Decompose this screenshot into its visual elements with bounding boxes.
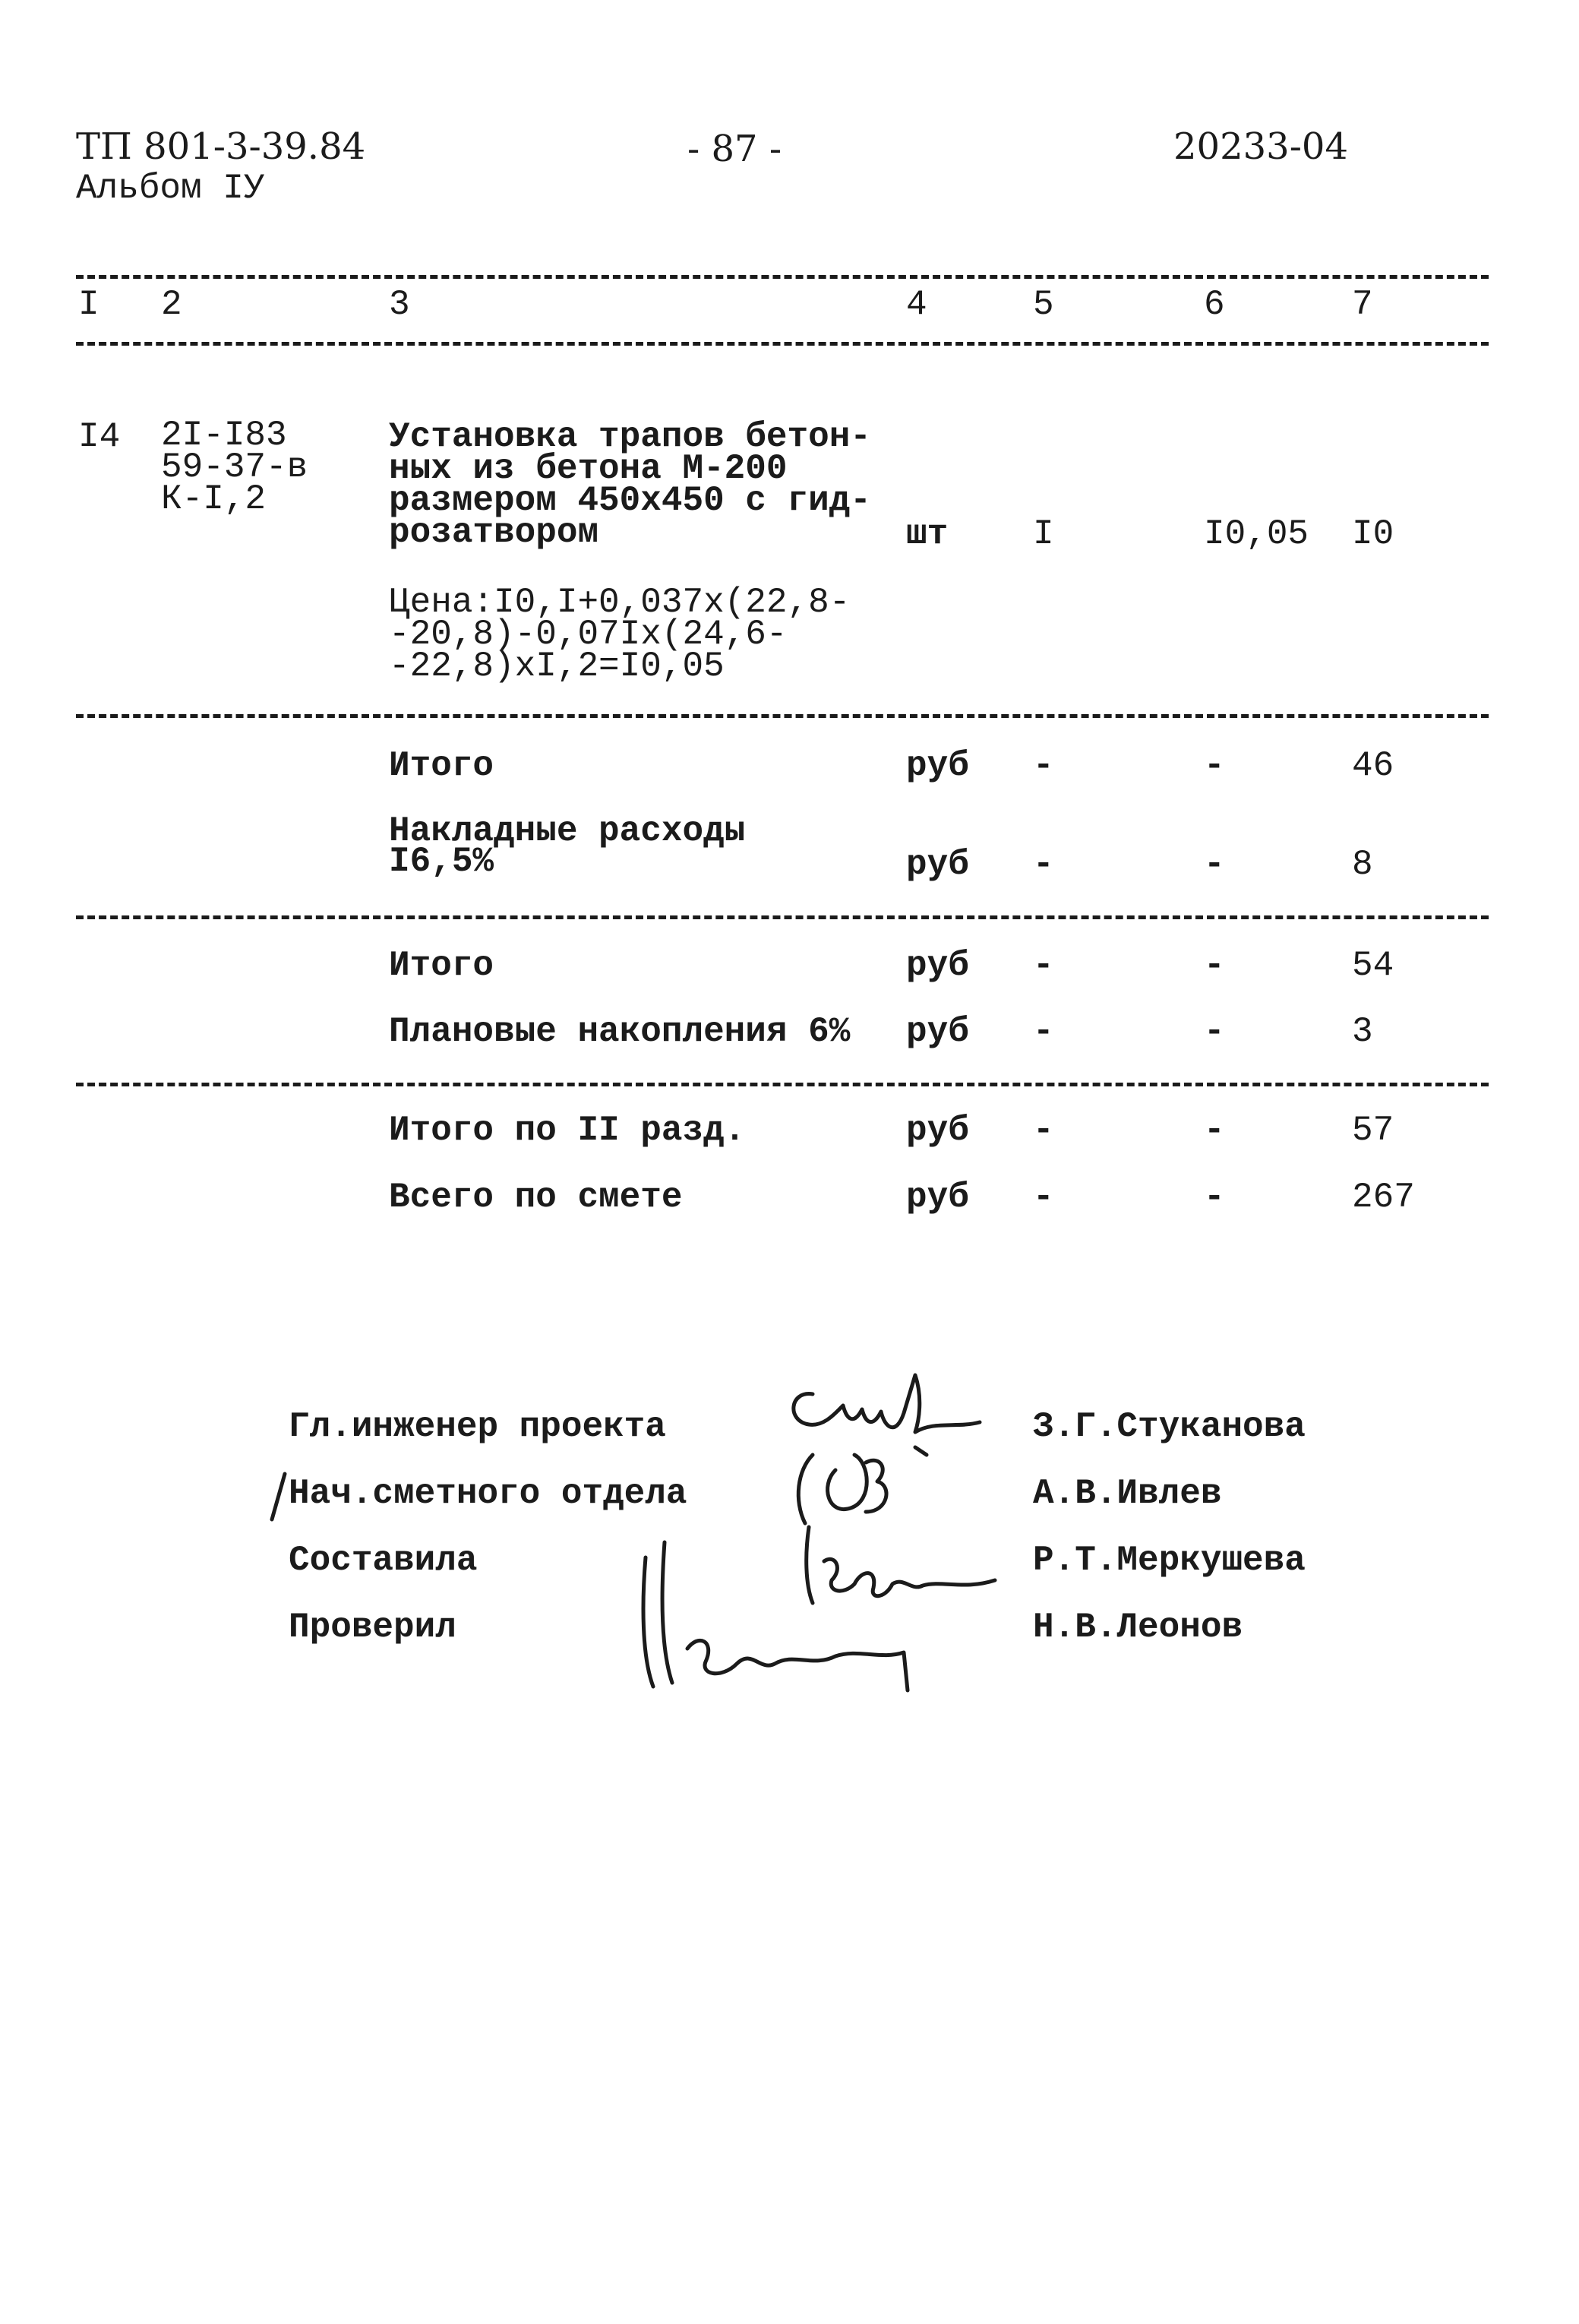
column-header-7: 7 bbox=[1352, 285, 1373, 324]
signature-role: Проверил bbox=[289, 1608, 456, 1647]
price-formula-line-2: -20,8)-0,07Iх(24,6- bbox=[389, 615, 788, 654]
handwritten-signature-4 bbox=[630, 1535, 919, 1702]
overhead-label: Накладные расходы I6,5% bbox=[389, 811, 746, 881]
item-code-2: 59-37-в bbox=[161, 447, 308, 487]
item-description-line-3: размером 450х450 с гид- bbox=[389, 481, 871, 520]
handwritten-signature-1 bbox=[782, 1368, 995, 1451]
signature-name: Н.В.Леонов bbox=[1033, 1608, 1243, 1647]
album-label: Альбом IУ bbox=[76, 169, 265, 208]
summary-rule-1 bbox=[76, 915, 1489, 919]
column-header-2: 2 bbox=[161, 285, 182, 324]
summary-label: Итого bbox=[389, 946, 494, 985]
item-description-line-1: Установка трапов бетон- bbox=[389, 417, 871, 457]
grand-total-label: Всего по смете bbox=[389, 1178, 683, 1217]
summary-col5: - bbox=[1033, 1178, 1054, 1217]
summary-label: Итого bbox=[389, 746, 494, 786]
summary-col6: - bbox=[1204, 746, 1225, 786]
summary-amount: 57 bbox=[1352, 1111, 1394, 1150]
summary-amount: 8 bbox=[1352, 845, 1373, 884]
signature-name: А.В.Ивлев bbox=[1033, 1474, 1222, 1513]
document-number: 20233-04 bbox=[1173, 125, 1348, 168]
item-total: I0 bbox=[1352, 514, 1394, 554]
item-code-3: К-I,2 bbox=[161, 479, 267, 519]
table-top-rule bbox=[76, 275, 1489, 279]
item-bottom-rule bbox=[76, 714, 1489, 718]
summary-col6: - bbox=[1204, 1012, 1225, 1051]
price-formula-line-1: Цена:I0,I+0,037х(22,8- bbox=[389, 583, 851, 622]
item-code-1: 2I-I83 bbox=[161, 416, 287, 455]
summary-unit: руб bbox=[906, 845, 969, 884]
summary-unit: руб bbox=[906, 1111, 969, 1150]
summary-amount: 54 bbox=[1352, 946, 1394, 985]
summary-col5: - bbox=[1033, 845, 1054, 884]
document-code: ТП 801-3-39.84 bbox=[76, 125, 366, 168]
summary-label: Плановые накопления 6% bbox=[389, 1012, 851, 1051]
handwritten-stroke-mark bbox=[266, 1470, 289, 1523]
summary-unit: руб bbox=[906, 1012, 969, 1051]
item-unit: шт bbox=[906, 514, 949, 554]
summary-amount: 3 bbox=[1352, 1012, 1373, 1051]
summary-col6: - bbox=[1204, 1178, 1225, 1217]
grand-total-amount: 267 bbox=[1352, 1178, 1415, 1217]
summary-col5: - bbox=[1033, 1012, 1054, 1051]
summary-label: Итого по II разд. bbox=[389, 1111, 746, 1150]
table-header-rule bbox=[76, 342, 1489, 346]
column-header-5: 5 bbox=[1033, 285, 1054, 324]
price-formula-line-3: -22,8)хI,2=I0,05 bbox=[389, 647, 725, 686]
summary-amount: 46 bbox=[1352, 746, 1394, 786]
item-description-line-2: ных из бетона М-200 bbox=[389, 449, 788, 489]
signature-name: Р.Т.Меркушева bbox=[1033, 1541, 1306, 1580]
signature-role: Гл.инженер проекта bbox=[289, 1407, 666, 1447]
summary-unit: руб bbox=[906, 1178, 969, 1217]
column-header-3: 3 bbox=[389, 285, 410, 324]
signature-role: Нач.сметного отдела bbox=[289, 1474, 687, 1513]
column-header-4: 4 bbox=[906, 285, 927, 324]
summary-col5: - bbox=[1033, 746, 1054, 786]
column-header-1: I bbox=[78, 285, 99, 324]
summary-unit: руб bbox=[906, 946, 969, 985]
summary-col6: - bbox=[1204, 845, 1225, 884]
item-number: I4 bbox=[78, 417, 121, 457]
item-description-line-4: розатвором bbox=[389, 513, 599, 552]
summary-col6: - bbox=[1204, 946, 1225, 985]
summary-col5: - bbox=[1033, 946, 1054, 985]
item-quantity: I bbox=[1033, 514, 1054, 554]
signature-role: Составила bbox=[289, 1541, 478, 1580]
summary-unit: руб bbox=[906, 746, 969, 786]
summary-col6: - bbox=[1204, 1111, 1225, 1150]
page-number: - 87 - bbox=[687, 128, 782, 170]
signature-name: З.Г.Стуканова bbox=[1033, 1407, 1306, 1447]
summary-col5: - bbox=[1033, 1111, 1054, 1150]
column-header-6: 6 bbox=[1204, 285, 1225, 324]
item-price: I0,05 bbox=[1204, 514, 1309, 554]
summary-rule-2 bbox=[76, 1083, 1489, 1086]
